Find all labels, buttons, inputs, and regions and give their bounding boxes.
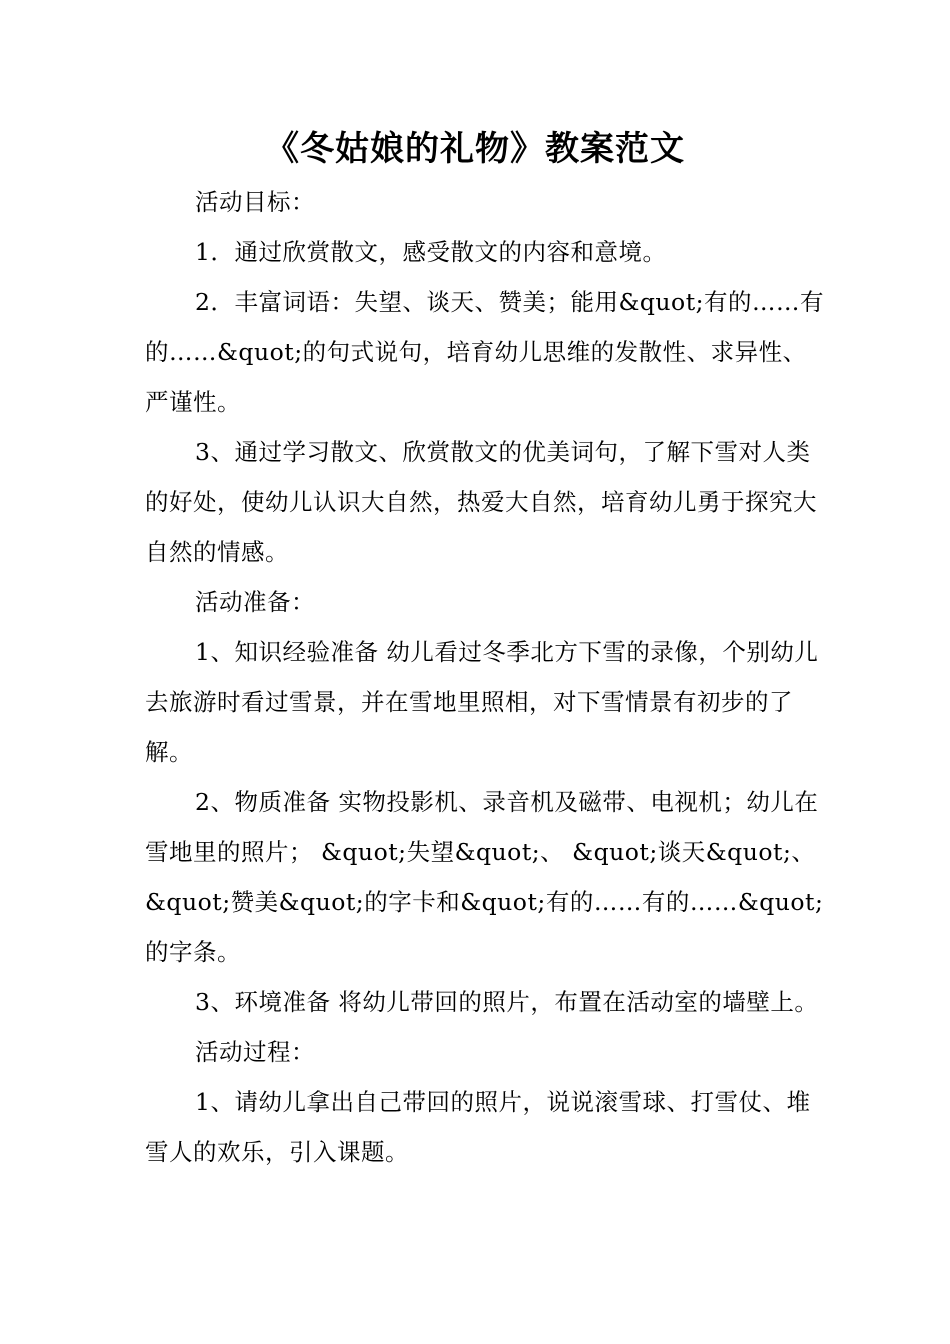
section-heading-process: 活动过程： (195, 1038, 315, 1066)
preparation-item-3: 3、环境准备 将幼儿带回的照片，布置在活动室的墙壁上。 (195, 988, 819, 1016)
preparation-item-2: 2、物质准备 实物投影机、录音机及磁带、电视机；幼儿在雪地里的照片； &quot;失望&quot;、 &quot;谈天&quot;、 &quot;赞美&quot;的字卡和&quot;有的……有的……&quot;的字条。 (145, 788, 824, 966)
goal-item-2: 2．丰富词语：失望、谈天、赞美；能用&quot;有的……有的……&quot;的句式说句，培育幼儿思维的发散性、求异性、严谨性。 (145, 288, 825, 416)
goal-item-1: 1．通过欣赏散文，感受散文的内容和意境。 (195, 238, 667, 266)
section-heading-goals: 活动目标： (195, 188, 315, 216)
goal-item-3: 3、通过学习散文、欣赏散文的优美词句，了解下雪对人类的好处，使幼儿认识大自然，热爱大自然，培育幼儿勇于探究大自然的情感。 (145, 438, 817, 566)
document-title: 《冬姑娘的礼物》教案范文 (265, 129, 685, 169)
preparation-item-1: 1、知识经验准备 幼儿看过冬季北方下雪的录像，个别幼儿去旅游时看过雪景，并在雪地里照相，对下雪情景有初步的了解。 (145, 638, 819, 766)
section-heading-preparation: 活动准备： (195, 588, 315, 616)
process-item-1: 1、请幼儿拿出自己带回的照片，说说滚雪球、打雪仗、堆雪人的欢乐，引入课题。 (145, 1088, 811, 1166)
document-body (145, 177, 829, 1177)
